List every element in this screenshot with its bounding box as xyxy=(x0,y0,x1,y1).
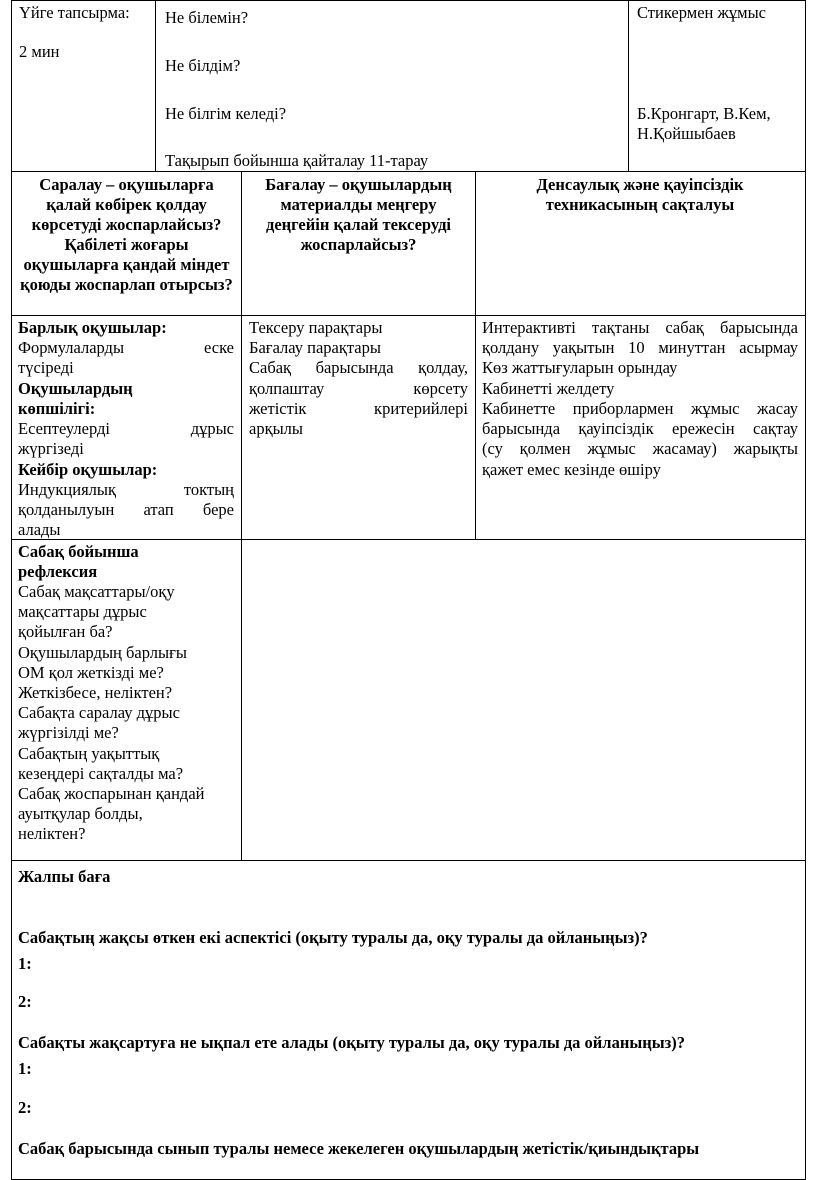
topic-repeat: Тақырып бойынша қайталау 11-тарау xyxy=(165,151,429,170)
some-students-label: Кейбір оқушылар: xyxy=(18,460,158,479)
question-learned: Не білдім? xyxy=(165,56,241,75)
overall-q2-item-2: 2: xyxy=(18,1098,32,1117)
health-line5: Кабинетте приборлармен жұмыс жасау xyxy=(482,399,798,418)
reflection-line: мақсаттары дұрыс xyxy=(18,602,147,621)
assessment-line6: арқылы xyxy=(249,419,303,438)
homework-time: 2 мин xyxy=(19,42,60,61)
assessment-line5: жетістік критерийлері xyxy=(249,399,468,418)
homework-cell xyxy=(11,0,156,172)
overall-q1-item-1: 1: xyxy=(18,954,32,973)
some-students-line1: Индукциялық токтың xyxy=(18,480,234,499)
reflection-line: Жеткізбесе, неліктен? xyxy=(18,683,173,702)
question-know: Не білемін? xyxy=(165,8,249,27)
health-line7: (су қолмен жұмыс жасамау) жарықты xyxy=(482,439,798,458)
question-want: Не білгім келеді? xyxy=(165,104,287,123)
assessment-header: Бағалау – оқушылардың материалды меңгеру деңгейін қалай тексеруді жоспарлайсыз? xyxy=(265,175,452,254)
reflection-line: ОМ қол жеткізді ме? xyxy=(18,663,164,682)
most-students-line2: жүргізеді xyxy=(18,439,84,458)
reflection-line: қойылған ба? xyxy=(18,622,113,641)
reflection-notes-cell xyxy=(241,539,806,861)
health-line4: Кабинетті желдету xyxy=(482,379,615,398)
sticker-work: Стикермен жұмыс xyxy=(637,3,766,22)
reflection-line: неліктен? xyxy=(18,824,86,843)
homework-label: Үйге тапсырма: xyxy=(19,3,130,22)
reflection-line: Оқушылардың барлығы xyxy=(18,643,187,662)
reflection-line: Сабақта саралау дұрыс xyxy=(18,703,180,722)
most-students-line1: Есептеулерді дұрыс xyxy=(18,419,234,438)
overall-cell xyxy=(11,860,806,1180)
health-line2: қолдану уақытын 10 минуттан асырмау xyxy=(482,338,798,357)
all-students-line1: Формулаларды еске xyxy=(18,338,234,357)
all-students-label: Барлық оқушылар: xyxy=(18,318,167,337)
overall-question-2: Сабақты жақсартуға не ықпал ете алады (оқыту туралы да, оқу туралы да ойланыңыз)? xyxy=(18,1033,685,1052)
reflection-line: Сабақ жоспарынан қандай xyxy=(18,784,205,803)
reflection-line: жүргізілді ме? xyxy=(18,723,119,742)
some-students-line2: қолданылуын атап бере xyxy=(18,500,234,519)
health-line1: Интерактивті тақтаны сабақ барысында xyxy=(482,318,798,337)
health-line6: барысында қауіпсіздік ережесін сақтау xyxy=(482,419,798,438)
most-students-label-1: Оқушылардың xyxy=(18,379,133,398)
overall-question-3: Сабақ барысында сынып туралы немесе жекелеген оқушылардың жетістік/қиындықтары xyxy=(18,1139,700,1158)
authors-line1: Б.Кронгарт, В.Кем, xyxy=(637,104,771,123)
assessment-line3: Сабақ барысында қолдау, xyxy=(249,358,468,377)
health-header: Денсаулық және қауіпсіздік техникасының сақталуы xyxy=(536,175,744,214)
reflection-line: кезеңдері сақталды ма? xyxy=(18,764,184,783)
reflection-title-1: Сабақ бойынша xyxy=(18,542,139,561)
sticker-cell xyxy=(628,0,806,172)
assessment-line4: қолпаштау көрсету xyxy=(249,379,468,398)
authors-line2: Н.Қойшыбаев xyxy=(637,124,736,143)
reflection-title-2: рефлексия xyxy=(18,562,98,581)
assessment-line2: Бағалау парақтары xyxy=(249,338,381,357)
reflection-line: Сабақ мақсаттары/оқу xyxy=(18,582,175,601)
overall-question-1: Сабақтың жақсы өткен екі аспектісі (оқыту туралы да, оқу туралы да ойланыңыз)? xyxy=(18,928,648,947)
health-line3: Көз жаттығуларын орындау xyxy=(482,358,678,377)
overall-q2-item-1: 1: xyxy=(18,1059,32,1078)
overall-q1-item-2: 2: xyxy=(18,992,32,1011)
most-students-label-2: көпшілігі: xyxy=(18,399,96,418)
health-line8: қажет емес кезінде өшіру xyxy=(482,460,661,479)
reflection-line: Сабақтың уақыттық xyxy=(18,744,160,763)
assessment-line1: Тексеру парақтары xyxy=(249,318,383,337)
reflection-line: ауытқулар болды, xyxy=(18,804,143,823)
overall-title: Жалпы баға xyxy=(18,867,111,886)
all-students-line2: түсіреді xyxy=(18,358,74,377)
some-students-line3: алады xyxy=(18,520,61,539)
differentiation-header: Саралау – оқушыларға қалай көбірек қолдау көрсетуді жоспарлайсыз? Қабілеті жоғары оқушыларға қандай міндет қоюды жоспарлап отырсыз? xyxy=(20,175,233,294)
